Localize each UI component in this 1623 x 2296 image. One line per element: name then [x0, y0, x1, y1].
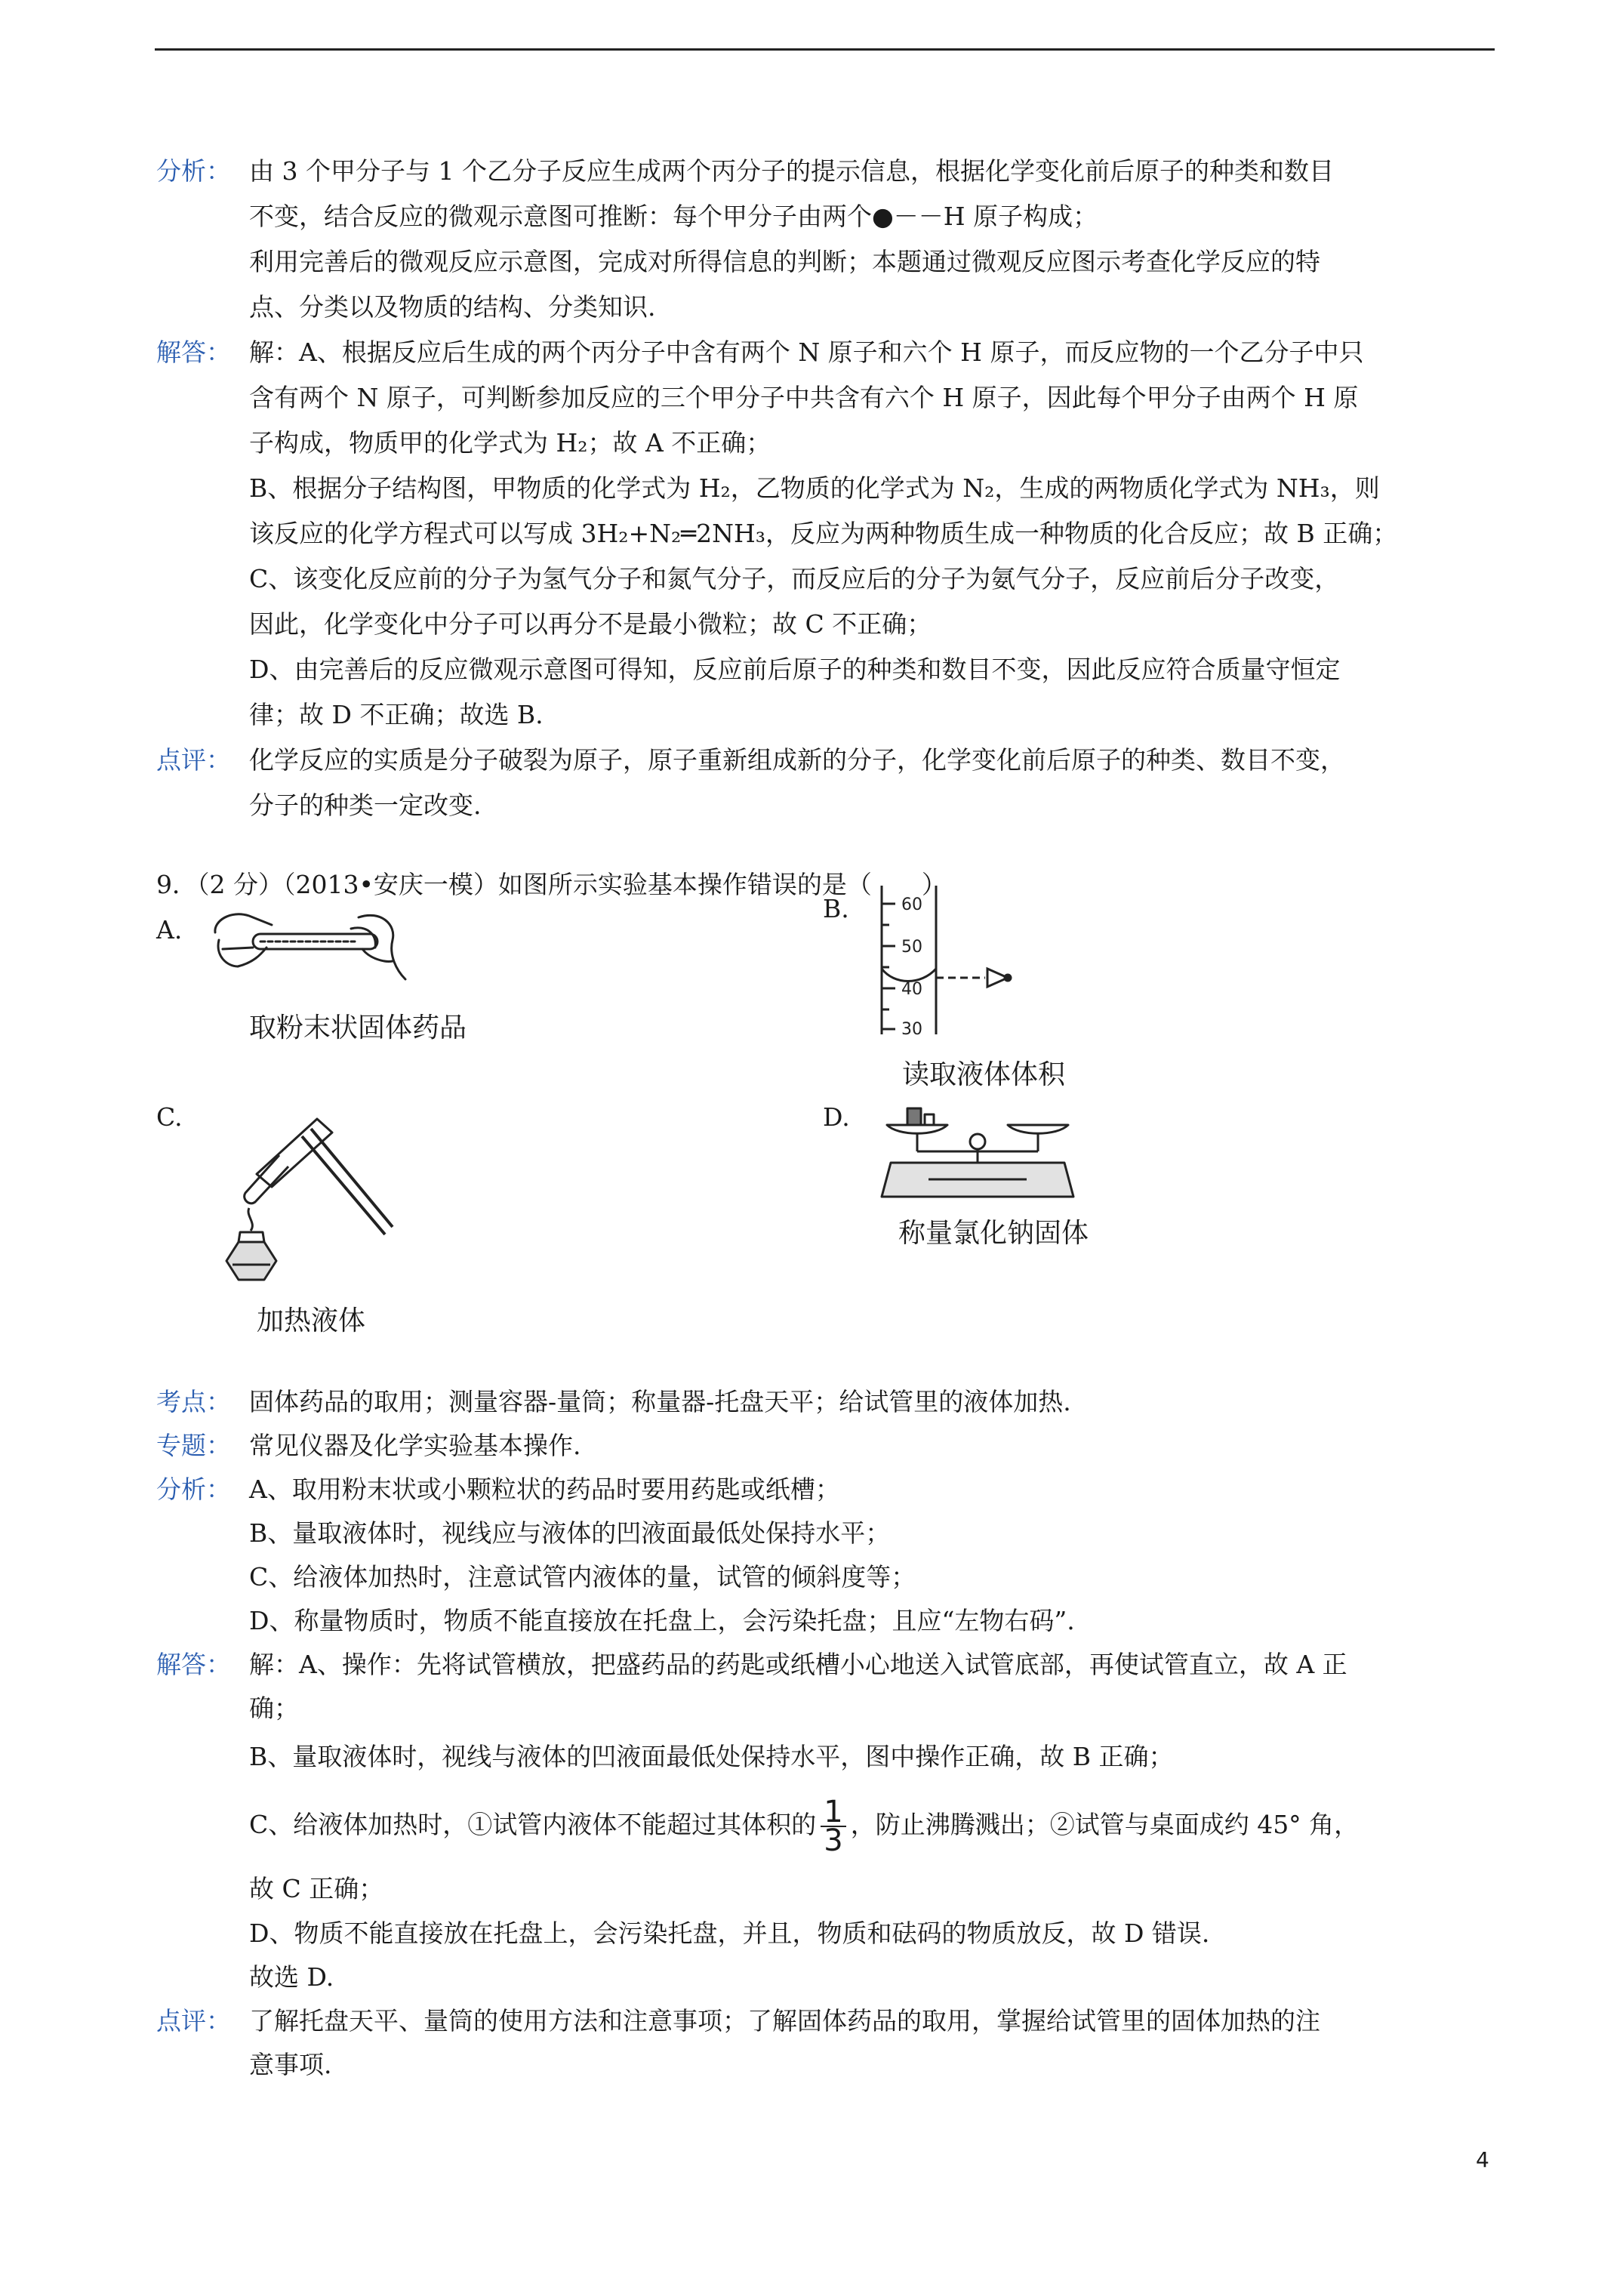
option-a-caption: 取粉末状固体药品 [249, 1012, 467, 1043]
q8-analysis-label: 分析： [156, 156, 231, 186]
q9-analysis-line: D、称量物质时，物质不能直接放在托盘上，会污染托盘；且应“左物右码”. [249, 1606, 1075, 1635]
header-rule [155, 48, 1495, 51]
q9-analysis-label: 分析： [156, 1475, 231, 1504]
balance-scale-figure [876, 1095, 1079, 1208]
q9-answer-line: B、量取液体时，视线与液体的凹液面最低处保持水平，图中操作正确，故 B 正确； [249, 1742, 1174, 1771]
option-d-letter: D. [823, 1102, 850, 1132]
q9-zhuanti-label: 专题： [156, 1431, 231, 1460]
q9-answer-label: 解答： [156, 1650, 231, 1679]
q9-zhuanti-text: 常见仪器及化学实验基本操作. [249, 1431, 581, 1460]
q9-answer-line: D、物质不能直接放在托盘上，会污染托盘，并且，物质和砝码的物质放反，故 D 错误. [249, 1918, 1210, 1948]
option-d-caption: 称量氯化钠固体 [898, 1218, 1089, 1249]
q8-answer-line: 因此，化学变化中分子可以再分不是最小微粒；故 C 不正确； [249, 609, 932, 639]
q8-comment-line: 分子的种类一定改变. [249, 791, 482, 820]
q9-comment-line: 意事项. [249, 2050, 332, 2079]
test-tube-heating-figure [204, 1102, 400, 1284]
option-a-letter: A. [156, 915, 183, 945]
cylinder-tick-label: 30 [901, 1020, 922, 1038]
q8-answer-line: 含有两个 N 原子，可判断参加反应的三个甲分子中共含有六个 H 原子，因此每个甲分子由两个 H 原 [249, 383, 1359, 412]
option-b-caption: 读取液体体积 [902, 1059, 1066, 1090]
q9-answer-c-post: ，防止沸腾溅出；②试管与桌面成约 45° 角， [850, 1810, 1360, 1839]
fraction-numerator: 1 [821, 1798, 845, 1827]
q8-answer-line: C、该变化反应前的分子为氢气分子和氮气分子，而反应后的分子为氨气分子，反应前后分子改变， [249, 564, 1340, 593]
q9-analysis-line: A、取用粉末状或小颗粒状的药品时要用药匙或纸槽； [249, 1475, 840, 1504]
q8-answer-line: B、根据分子结构图，甲物质的化学式为 H₂，乙物质的化学式为 N₂，生成的两物质化学式为 NH₃，则 [249, 473, 1380, 503]
q8-analysis-line: 点、分类以及物质的结构、分类知识. [249, 292, 656, 322]
q8-answer-line: 律；故 D 不正确；故选 B. [249, 700, 544, 729]
q9-answer-line: 解：A、操作：先将试管横放，把盛药品的药匙或纸槽小心地送入试管底部，再使试管直立，故 A 正 [249, 1650, 1347, 1679]
q8-answer-line: 该反应的化学方程式可以写成 3H₂+N₂═2NH₃，反应为两种物质生成一种物质的化合反应；故 B 正确； [249, 519, 1398, 548]
q8-answer-line: D、由完善后的反应微观示意图可得知，反应前后原子的种类和数目不变，因此反应符合质量守恒定 [249, 655, 1341, 684]
cylinder-tick-label: 40 [901, 980, 922, 999]
q9-analysis-line: C、给液体加热时，注意试管内液体的量，试管的倾斜度等； [249, 1562, 916, 1592]
page-number: 4 [1476, 2147, 1489, 2172]
q8-answer-line: 解：A、根据反应后生成的两个丙分子中含有两个 N 原子和六个 H 原子，而反应物的一个乙分子中只 [249, 337, 1364, 367]
q9-kaodian-text: 固体药品的取用；测量容器-量筒；称量器-托盘天平；给试管里的液体加热. [249, 1387, 1071, 1416]
q8-answer-label: 解答： [156, 337, 231, 367]
q8-analysis-line: 利用完善后的微观反应示意图，完成对所得信息的判断；本题通过微观反应图示考查化学反应的特 [249, 247, 1320, 276]
q9-answer-c-line [249, 1791, 1359, 1859]
q8-answer-line: 子构成，物质甲的化学式为 H₂；故 A 不正确； [249, 428, 771, 458]
graduated-cylinder-figure [876, 880, 1057, 1038]
q9-stem: 9．（2 分）（2013•安庆一模）如图所示实验基本操作错误的是（ ） [156, 870, 947, 899]
q8-analysis-line: 不变，结合反应的微观示意图可推断：每个甲分子由两个●－－H 原子构成； [249, 202, 1098, 231]
q8-analysis-line: 由 3 个甲分子与 1 个乙分子反应生成两个丙分子的提示信息，根据化学变化前后原子的种类和数目 [249, 156, 1334, 186]
q9-comment-label: 点评： [156, 2006, 231, 2036]
option-c-letter: C. [156, 1102, 183, 1132]
q9-answer-line: 故 C 正确； [249, 1874, 384, 1903]
option-c-caption: 加热液体 [257, 1305, 366, 1336]
cylinder-tick-label: 60 [901, 895, 922, 914]
q9-answer-line: 确； [249, 1693, 299, 1723]
q8-comment-label: 点评： [156, 745, 231, 775]
powder-spatula-figure [208, 895, 411, 985]
q9-kaodian-label: 考点： [156, 1387, 231, 1416]
cylinder-tick-label: 50 [901, 938, 922, 957]
fraction-one-third [821, 1795, 845, 1858]
q9-analysis-line: B、量取液体时，视线应与液体的凹液面最低处保持水平； [249, 1518, 891, 1548]
q9-answer-line: 故选 D. [249, 1962, 334, 1992]
q8-comment-line: 化学反应的实质是分子破裂为原子，原子重新组成新的分子，化学变化前后原子的种类、数目不变， [249, 745, 1345, 775]
q9-comment-line: 了解托盘天平、量筒的使用方法和注意事项；了解固体药品的取用，掌握给试管里的固体加热的注 [249, 2006, 1320, 2036]
q9-answer-c-pre: C、给液体加热时，①试管内液体不能超过其体积的 [249, 1810, 817, 1839]
option-b-letter: B. [823, 894, 849, 923]
fraction-denominator: 3 [824, 1823, 843, 1858]
